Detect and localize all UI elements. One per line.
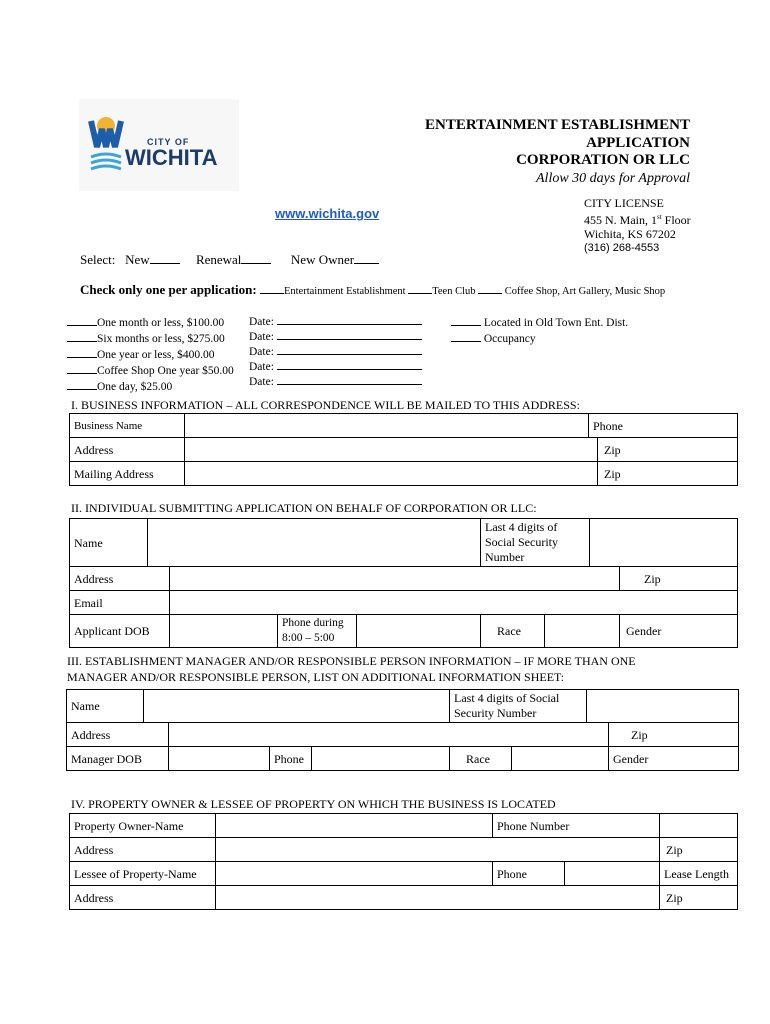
new-owner-blank[interactable] <box>354 252 379 264</box>
lessee-address-label: Address <box>70 886 216 910</box>
address-input[interactable] <box>185 438 598 462</box>
applicant-table <box>69 518 738 648</box>
address-label: Address <box>70 567 170 591</box>
renewal-label: Renewal <box>195 252 242 267</box>
zip-label: Zip <box>644 571 661 586</box>
term-label: Six months or less, $275.00 <box>97 333 225 345</box>
entertainment-blank[interactable] <box>260 282 284 294</box>
term-label: Coffee Shop One year $50.00 <box>97 365 234 377</box>
term-option <box>67 346 234 362</box>
mailing-zip-cell[interactable] <box>598 462 738 486</box>
phone-cell[interactable] <box>589 414 738 438</box>
date-fields <box>249 314 422 389</box>
term-blank[interactable] <box>67 362 97 374</box>
date-label: Date: <box>249 331 274 343</box>
address-label: Address <box>70 438 185 462</box>
section-1-title: I. BUSINESS INFORMATION – ALL CORRESPONDENCE WILL BE MAILED TO THIS ADDRESS: <box>71 398 580 412</box>
new-owner-label: New Owner <box>290 252 355 267</box>
dob-input[interactable] <box>170 615 278 648</box>
term-blank[interactable] <box>67 330 97 342</box>
term-option <box>67 330 234 346</box>
date-row <box>249 374 422 389</box>
gender-label: Gender <box>613 751 649 766</box>
lease-length-cell[interactable] <box>660 862 738 886</box>
date-row <box>249 314 422 329</box>
zip-cell[interactable] <box>609 723 739 747</box>
owner-name-input[interactable] <box>216 814 493 838</box>
term-option <box>67 314 234 330</box>
owner-name-label: Property Owner-Name <box>70 814 216 838</box>
term-label: One year or less, $400.00 <box>97 349 215 361</box>
form-title <box>290 117 690 187</box>
title-line-2: APPLICATION <box>586 134 690 151</box>
date-input[interactable] <box>277 314 422 325</box>
old-town-label: Located in Old Town Ent. Dist. <box>483 317 629 329</box>
zip-cell[interactable] <box>620 567 738 591</box>
term-blank[interactable] <box>67 346 97 358</box>
address-input[interactable] <box>170 567 620 591</box>
select-label: Select: <box>80 252 116 267</box>
title-line-3: CORPORATION OR LLC <box>516 152 690 168</box>
select-row <box>80 252 379 268</box>
gender-label: Gender <box>626 624 662 638</box>
lessee-address-input[interactable] <box>216 886 660 910</box>
phone-during-label: Phone during 8:00 – 5:00 <box>278 615 357 648</box>
date-input[interactable] <box>277 374 422 385</box>
street-address <box>584 210 691 227</box>
date-input[interactable] <box>277 359 422 370</box>
lessee-phone-input[interactable] <box>565 862 660 886</box>
street-floor: Floor <box>661 213 691 227</box>
title-line-1: ENTERTAINMENT ESTABLISHMENT <box>425 117 690 133</box>
street-sup: st <box>657 213 662 221</box>
ssn-input[interactable] <box>590 519 738 567</box>
occupancy-row <box>451 330 628 346</box>
race-input[interactable] <box>512 747 609 771</box>
opt-teen-club: Teen Club <box>432 286 476 297</box>
term-blank[interactable] <box>67 314 97 326</box>
phone-label: Phone <box>593 418 623 433</box>
manager-table <box>66 689 739 771</box>
owner-address-label: Address <box>70 838 216 862</box>
phone-number-label: Phone Number <box>493 814 660 838</box>
teen-club-blank[interactable] <box>408 282 432 294</box>
ssn-label: Last 4 digits of Social Security Number <box>450 690 587 723</box>
zip-label: Zip <box>631 727 648 742</box>
street-part: 455 N. Main, 1 <box>584 213 657 227</box>
opt-coffee-shop: Coffee Shop, Art Gallery, Music Shop <box>504 286 666 297</box>
gender-cell[interactable] <box>609 747 739 771</box>
date-label: Date: <box>249 346 274 358</box>
lessee-phone-label: Phone <box>493 862 565 886</box>
business-info-table <box>69 413 738 486</box>
name-label: Name <box>67 690 144 723</box>
term-label: One day, $25.00 <box>97 381 173 393</box>
business-name-label: Business Name <box>70 414 185 438</box>
city-logo <box>79 99 239 191</box>
dob-input[interactable] <box>169 747 270 771</box>
dept-name: CITY LICENSE <box>584 196 664 210</box>
lease-length-label: Lease Length <box>664 866 729 881</box>
email-label: Email <box>70 591 170 615</box>
zip-label: Zip <box>604 466 621 481</box>
mailing-address-label: Mailing Address <box>70 462 185 486</box>
coffee-shop-blank[interactable] <box>478 282 502 294</box>
new-blank[interactable] <box>150 252 180 264</box>
name-label: Name <box>70 519 148 567</box>
section-2-title: II. INDIVIDUAL SUBMITTING APPLICATION ON BEHALF OF CORPORATION OR LLC: <box>71 501 537 515</box>
property-table <box>69 813 738 910</box>
occupancy-blank[interactable] <box>451 330 481 342</box>
zip-cell[interactable] <box>598 438 738 462</box>
term-options <box>67 314 234 394</box>
term-option <box>67 362 234 378</box>
date-input[interactable] <box>277 329 422 340</box>
date-row <box>249 359 422 374</box>
old-town-options <box>451 314 628 346</box>
new-label: New <box>125 252 150 267</box>
section-3-title: III. ESTABLISHMENT MANAGER AND/OR RESPONSIBLE PERSON INFORMATION – IF MORE THAN ONE MANAGER AND/OR RESPONSIBLE PERSON, LIST ON ADDITIONAL INFORMATION SHEET: <box>67 654 636 684</box>
name-input[interactable] <box>144 690 450 723</box>
check-row <box>80 282 665 298</box>
section-4-title: IV. PROPERTY OWNER & LESSEE OF PROPERTY ON WHICH THE BUSINESS IS LOCATED <box>71 797 556 811</box>
phone-input[interactable] <box>357 615 481 648</box>
business-name-input[interactable] <box>185 414 589 438</box>
zip-cell[interactable] <box>660 838 738 862</box>
address-label: Address <box>67 723 169 747</box>
old-town-blank[interactable] <box>451 314 481 326</box>
opt-entertainment: Entertainment Establishment <box>283 286 406 297</box>
date-label: Date: <box>249 361 274 373</box>
city-state-zip: Wichita, KS 67202 <box>584 227 676 241</box>
mailing-address-input[interactable] <box>185 462 598 486</box>
zip-label: Zip <box>666 890 683 905</box>
zip-label: Zip <box>604 442 621 457</box>
date-row <box>249 344 422 359</box>
gender-cell[interactable] <box>620 615 738 648</box>
race-input[interactable] <box>545 615 620 648</box>
race-label: Race <box>450 747 512 771</box>
date-row <box>249 329 422 344</box>
race-label: Race <box>481 615 545 648</box>
zip-cell[interactable] <box>660 886 738 910</box>
owner-address-input[interactable] <box>216 838 660 862</box>
phone-label: Phone <box>270 747 312 771</box>
term-label: One month or less, $100.00 <box>97 317 225 329</box>
phone-input[interactable] <box>312 747 450 771</box>
office-phone: (316) 268-4553 <box>584 242 660 254</box>
dob-label: Applicant DOB <box>70 615 170 648</box>
ssn-label: Last 4 digits of Social Security Number <box>481 519 590 567</box>
date-input[interactable] <box>277 344 422 355</box>
phone-number-input[interactable] <box>660 814 738 838</box>
logo-city-of: CITY OF <box>147 137 190 147</box>
dob-label: Manager DOB <box>67 747 169 771</box>
old-town-row <box>451 314 628 330</box>
logo-wichita: WICHITA <box>125 145 218 170</box>
date-label: Date: <box>249 316 274 328</box>
lessee-name-input[interactable] <box>216 862 493 886</box>
check-label: Check only one per application: <box>80 282 257 297</box>
city-license-address <box>584 196 691 255</box>
date-label: Date: <box>249 376 274 388</box>
lessee-name-label: Lessee of Property-Name <box>70 862 216 886</box>
email-input[interactable] <box>170 591 738 615</box>
website-link[interactable]: www.wichita.gov <box>275 206 380 221</box>
zip-label: Zip <box>666 842 683 857</box>
address-input[interactable] <box>169 723 609 747</box>
term-option <box>67 378 234 394</box>
name-input[interactable] <box>148 519 481 567</box>
ssn-input[interactable] <box>587 690 739 723</box>
occupancy-label: Occupancy <box>483 333 536 345</box>
approval-note: Allow 30 days for Approval <box>536 170 690 186</box>
term-blank[interactable] <box>67 378 97 390</box>
renewal-blank[interactable] <box>241 252 271 264</box>
